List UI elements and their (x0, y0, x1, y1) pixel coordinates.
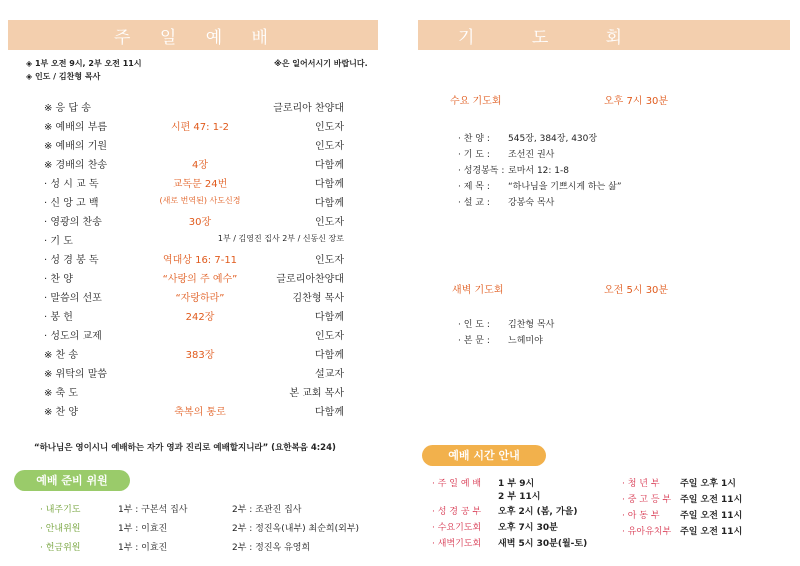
wed-detail-row (458, 147, 554, 160)
order-item-leader: 인도자 (315, 122, 344, 133)
schedule-label: · 성 경 공 부 (432, 507, 482, 517)
order-item-name: ※ 위탁의 말씀 (44, 369, 108, 380)
schedule-value: 오후 2시 (봄, 가을) (498, 507, 578, 517)
wed-prayer-label: 수요 기도회 (450, 96, 502, 107)
service-times: ◈ 1부 오전 9시, 2부 오전 11시 (26, 59, 142, 68)
order-item-name: ※ 축 도 (44, 388, 79, 399)
order-item-leader: 1부 / 김영진 집사 2부 / 신동신 장로 (217, 234, 344, 243)
order-item-name: ※ 예배의 기원 (44, 141, 108, 152)
worship-title-bar (8, 20, 378, 50)
wed-detail-row (458, 195, 554, 208)
order-item-leader: 다함께 (315, 312, 344, 323)
order-item-leader: 인도자 (315, 217, 344, 228)
detail-value: 로마서 12: 1-8 (508, 166, 569, 176)
order-item-name: ※ 찬 양 (44, 407, 79, 418)
order-item-leader: 인도자 (315, 141, 344, 152)
order-row (44, 137, 344, 155)
schedule-value: 새벽 5시 30분(월-토) (498, 539, 588, 549)
order-item-detail: “자랑하라” (175, 293, 225, 304)
schedule-label: · 유아유치부 (622, 527, 672, 537)
order-item-name: ※ 찬 송 (44, 350, 79, 361)
order-item-detail: 30장 (188, 217, 212, 228)
order-row (44, 384, 344, 402)
order-row (44, 213, 344, 231)
schedule-value: 주일 오전 11시 (680, 511, 743, 521)
committee-role: · 안내위원 (40, 524, 81, 534)
wed-detail-row (458, 179, 622, 192)
order-item-leader: 김찬형 목사 (292, 293, 344, 304)
schedule-label: · 아 동 부 (622, 511, 660, 521)
wed-detail-row (458, 131, 597, 144)
order-row (44, 289, 344, 307)
committee-role: · 헌금위원 (40, 543, 81, 553)
schedule-label: · 수요기도회 (432, 523, 482, 533)
order-row (44, 156, 344, 174)
order-item-leader: 다함께 (315, 198, 344, 209)
schedule-value: 1 부 9시 (498, 479, 535, 489)
order-item-leader: 설교자 (315, 369, 344, 380)
detail-label: · 성경봉독 : (458, 166, 505, 176)
order-item-name: · 성 경 봉 독 (44, 255, 99, 266)
committee-part1: 1부 : 구본석 집사 (118, 505, 188, 515)
schedule-row (622, 492, 742, 505)
order-item-name: · 봉 헌 (44, 312, 73, 323)
committee-title-badge (14, 470, 130, 491)
committee-part1: 1부 : 이효진 (118, 543, 168, 553)
order-item-leader: 다함께 (315, 350, 344, 361)
schedule-value: 주일 오전 11시 (680, 495, 743, 505)
schedule-value: 오후 7시 30분 (498, 523, 558, 533)
order-item-name: · 신 앙 고 백 (44, 198, 99, 209)
order-row (44, 232, 344, 250)
order-item-name: · 성 시 교 독 (44, 179, 99, 190)
dawn-prayer-label: 새벽 기도회 (452, 285, 504, 296)
order-row (44, 175, 344, 193)
prayer-title-bar (418, 20, 790, 50)
committee-role: · 내주기도 (40, 505, 81, 515)
order-item-detail: 4장 (191, 160, 209, 171)
order-item-name: ※ 예배의 부름 (44, 122, 108, 133)
order-row (44, 99, 344, 117)
detail-value: 조선진 권사 (508, 150, 555, 160)
committee-part2: 2부 : 정진옥(내부) 최순희(외부) (232, 524, 360, 534)
committee-title: 예배 준비 위원 (36, 474, 108, 487)
wed-detail-row (458, 163, 569, 176)
order-row (44, 118, 344, 136)
schedule-value: 2 부 11시 (498, 492, 541, 502)
order-item-detail: 383장 (185, 350, 215, 361)
schedule-row (432, 504, 577, 517)
order-item-detail: “사랑의 주 예수” (162, 274, 238, 285)
order-item-name: · 영광의 찬송 (44, 217, 102, 228)
order-item-detail: 교독문 24번 (172, 179, 228, 190)
order-item-leader: 글로리아 찬양대 (273, 103, 344, 114)
detail-label: · 설 교 : (458, 198, 490, 208)
detail-value: 강봉숙 목사 (508, 198, 555, 208)
detail-label: · 찬 양 : (458, 134, 490, 144)
detail-value: 김찬형 목사 (508, 320, 555, 330)
committee-part2: 2부 : 정진옥 유영희 (232, 543, 311, 553)
schedule-row (432, 489, 540, 502)
schedule-row (432, 536, 587, 549)
order-item-leader: 다함께 (315, 179, 344, 190)
order-row (44, 365, 344, 383)
worship-title: 주 일 예 배 (114, 27, 280, 48)
order-row (44, 194, 344, 212)
committee-part2: 2부 : 조관진 집사 (232, 505, 302, 515)
schedule-value: 주일 오전 11시 (680, 527, 743, 537)
order-row (44, 251, 344, 269)
order-item-name: · 성도의 교제 (44, 331, 102, 342)
order-item-leader: 글로리아찬양대 (276, 274, 344, 285)
committee-part1: 1부 : 이효진 (118, 524, 168, 534)
schedule-label: · 새벽기도회 (432, 539, 482, 549)
schedule-row (622, 524, 742, 537)
leader-line: ◈ 인도 / 김찬형 목사 (26, 72, 101, 81)
dawn-prayer-time: 오전 5시 30분 (604, 285, 669, 296)
prayer-title: 기 도 회 (458, 27, 649, 48)
order-item-leader: 인도자 (315, 255, 344, 266)
schedule-title: 예배 시간 안내 (448, 449, 520, 462)
schedule-value: 주일 오후 1시 (680, 479, 736, 489)
schedule-row (432, 520, 558, 533)
order-item-leader: 다함께 (315, 407, 344, 418)
detail-label: · 본 문 : (458, 336, 490, 346)
order-item-name: ※ 응 답 송 (44, 103, 91, 114)
order-row (44, 403, 344, 421)
order-item-detail: 242장 (185, 312, 215, 323)
schedule-label: · 중 고 등 부 (622, 495, 672, 505)
dawn-detail-row (458, 317, 554, 330)
schedule-label: · 청 년 부 (622, 479, 660, 489)
schedule-title-badge (422, 445, 546, 466)
scripture-quote: “하나님은 영이시니 예배하는 자가 영과 진리로 예배할지니라” (요한복음 4:24) (34, 443, 336, 453)
detail-label: · 제 목 : (458, 182, 490, 192)
order-item-leader: 다함께 (315, 160, 344, 171)
order-item-leader: 인도자 (315, 331, 344, 342)
order-item-name: · 말씀의 선포 (44, 293, 102, 304)
wed-prayer-time: 오후 7시 30분 (604, 96, 669, 107)
order-item-name: · 찬 양 (44, 274, 73, 285)
detail-label: · 기 도 : (458, 150, 490, 160)
schedule-row (622, 476, 736, 489)
detail-value: “하나님을 기쁘시게 하는 삶” (508, 182, 622, 192)
order-item-leader: 본 교회 목사 (289, 388, 344, 399)
schedule-row (432, 476, 534, 489)
order-row (44, 346, 344, 364)
detail-value: 느헤미야 (508, 336, 543, 346)
dawn-detail-row (458, 333, 543, 346)
detail-label: · 인 도 : (458, 320, 490, 330)
order-item-detail: 역대상 16: 7-11 (162, 255, 238, 266)
order-row (44, 308, 344, 326)
order-row (44, 270, 344, 288)
standing-note: ※은 일어서시기 바랍니다. (274, 59, 368, 68)
detail-value: 545장, 384장, 430장 (508, 134, 598, 144)
order-item-name: ※ 경배의 찬송 (44, 160, 108, 171)
order-item-detail: (새로 번역된) 사도신경 (159, 196, 241, 205)
order-item-name: · 기 도 (44, 236, 73, 247)
order-item-detail: 시편 47: 1-2 (170, 122, 230, 133)
order-row (44, 327, 344, 345)
order-item-detail: 축복의 통로 (174, 407, 226, 418)
schedule-row (622, 508, 742, 521)
schedule-label: · 주 일 예 배 (432, 479, 482, 489)
